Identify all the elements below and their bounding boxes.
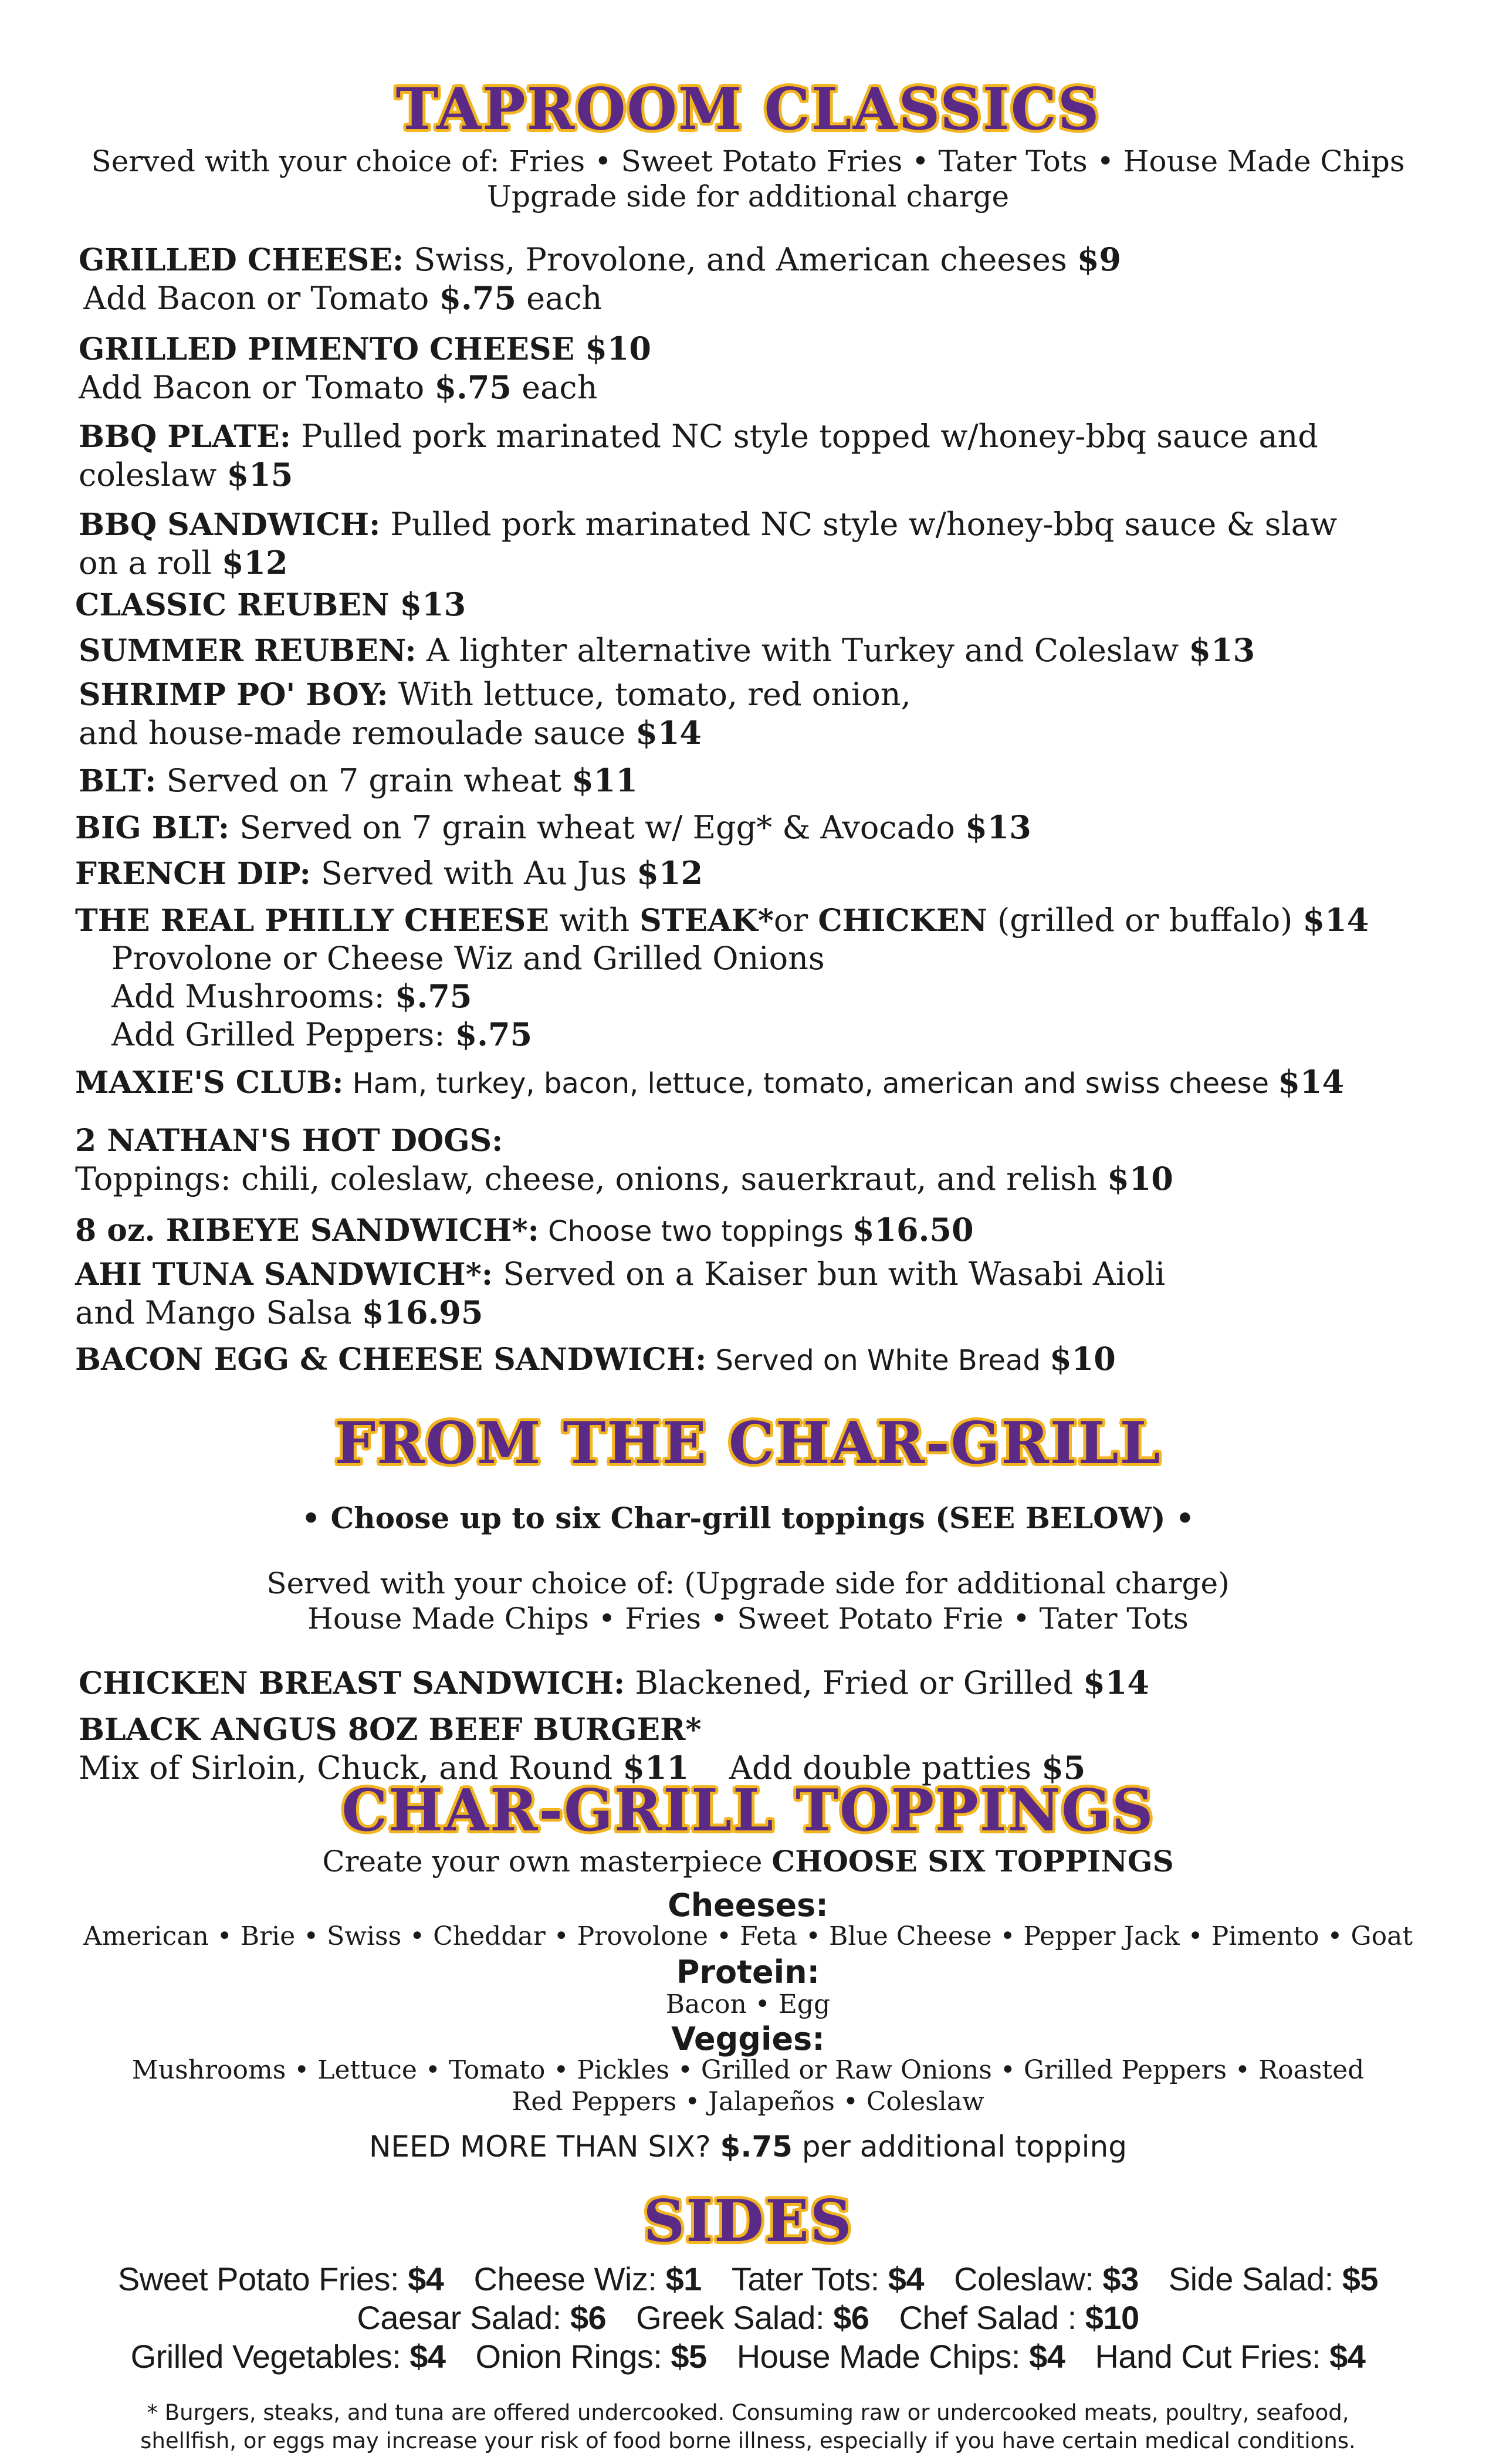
item-name: FRENCH DIP: <box>75 856 311 892</box>
item-addon-price: $5 <box>1041 1749 1086 1786</box>
item-price: $13 <box>400 585 466 623</box>
side-item: Side Salad: $5 <box>1168 2260 1379 2297</box>
section-title-toppings: CHAR-GRILL TOPPINGS <box>341 1777 1155 1844</box>
menu-item-chicken-breast-sandwich <box>79 1664 1428 1703</box>
item-price: $10 <box>1050 1340 1116 1377</box>
item-price: $11 <box>622 1749 689 1786</box>
menu-item-maxies-club <box>75 1063 1424 1102</box>
item-price: $10 <box>1107 1160 1173 1197</box>
item-name: 8 oz. RIBEYE SANDWICH*: <box>75 1213 539 1248</box>
toppings-protein-list: Bacon • Egg <box>665 1989 831 2019</box>
menu-item-ahi-tuna-sandwich <box>75 1255 1424 1332</box>
toppings-veggies-list-2: Red Peppers • Jalapeños • Coleslaw <box>512 2087 984 2117</box>
menu-item-grilled-cheese <box>79 241 1428 317</box>
item-desc: Served with Au Jus <box>310 855 637 892</box>
item-price: $14 <box>1278 1063 1345 1101</box>
section-title-chargrill: FROM THE CHAR-GRILL <box>334 1410 1162 1477</box>
item-desc-cont: coleslaw <box>79 456 227 493</box>
side-item: Greek Salad: $6 <box>636 2299 869 2336</box>
item-price: $14 <box>635 714 702 752</box>
section-title-taproom: TAPROOM CLASSICS <box>395 76 1101 143</box>
item-desc: Served on 7 grain wheat w/ Egg* & Avocado <box>229 809 966 846</box>
item-desc: Served on a Kaiser bun with Wasabi Aioli <box>493 1255 1166 1292</box>
item-addon: Add double patties <box>689 1749 1042 1786</box>
item-desc: Served on White Bread <box>706 1344 1050 1377</box>
item-name: BBQ SANDWICH: <box>79 507 381 543</box>
item-name: GRILLED PIMENTO CHEESE <box>79 331 585 367</box>
menu-item-summer-reuben <box>79 631 1428 670</box>
item-addon-mushrooms: Add Mushrooms: $.75 <box>111 977 472 1015</box>
toppings-veggies-label: Veggies: <box>671 2020 825 2057</box>
menu-item-philly-cheese <box>75 901 1424 1054</box>
item-name: SHRIMP PO' BOY: <box>79 677 388 713</box>
item-desc-cont: on a roll <box>79 544 222 581</box>
side-item: Onion Rings: $5 <box>475 2338 707 2375</box>
item-addon-end: each <box>512 369 598 406</box>
toppings-veggies-list-1: Mushrooms • Lettuce • Tomato • Pickles • Grilled or Raw Onions • Grilled Peppers • Roasted <box>131 2055 1365 2085</box>
item-desc-or: or <box>773 902 818 939</box>
menu-item-bbq-plate <box>79 418 1428 494</box>
item-addon-end: each <box>516 280 603 317</box>
item-addon-price: $.75 <box>434 368 512 406</box>
item-name: SUMMER REUBEN: <box>79 633 417 669</box>
item-name: AHI TUNA SANDWICH*: <box>75 1257 493 1292</box>
item-name: BIG BLT: <box>75 810 230 846</box>
menu-item-nathans-hot-dogs <box>75 1122 1424 1198</box>
taproom-sides-line: Served with your choice of: Fries • Sweet Potato Fries • Tater Tots • House Made Chips <box>91 144 1405 178</box>
menu-item-black-angus-burger <box>79 1711 1428 1787</box>
item-price: $10 <box>585 330 651 367</box>
item-desc-cont: and Mango Salsa <box>75 1294 362 1331</box>
item-name: MAXIE'S CLUB: <box>75 1065 344 1101</box>
item-desc-cont: and house-made remoulade sauce <box>79 715 636 752</box>
side-item: House Made Chips: $4 <box>736 2338 1065 2375</box>
footnote-line-1: * Burgers, steaks, and tuna are offered undercooked. Consuming raw or undercooked meats, poultry, seafood, <box>147 2400 1349 2425</box>
sides-row-2 <box>0 2299 1496 2337</box>
menu-item-bbq-sandwich <box>79 506 1428 582</box>
item-option-chicken: CHICKEN <box>818 903 988 939</box>
item-price: $13 <box>1189 631 1255 669</box>
item-desc-grilled: (grilled or buffalo) <box>987 902 1303 939</box>
chargrill-sides-line2: House Made Chips • Fries • Sweet Potato Frie • Tater Tots <box>307 1602 1189 1636</box>
menu-item-ribeye-sandwich <box>75 1211 1424 1250</box>
item-addon: Add Bacon or Tomato <box>79 369 435 406</box>
item-price: $12 <box>637 854 703 892</box>
item-price: $11 <box>571 761 638 799</box>
item-desc: Mix of Sirloin, Chuck, and Round <box>79 1749 623 1786</box>
menu-item-bacon-egg-cheese <box>75 1340 1424 1379</box>
item-addon-peppers: Add Grilled Peppers: $.75 <box>111 1016 533 1053</box>
item-price: $16.95 <box>361 1294 483 1331</box>
item-name: BLACK ANGUS 8OZ BEEF BURGER* <box>79 1712 702 1748</box>
item-desc: with <box>549 902 640 939</box>
item-price: $15 <box>226 456 293 493</box>
side-item: Chef Salad : $10 <box>899 2299 1139 2336</box>
item-desc: Served on 7 grain wheat <box>156 762 572 799</box>
toppings-cheeses-label: Cheeses: <box>668 1887 828 1924</box>
item-price: $14 <box>1083 1664 1149 1701</box>
toppings-extra-note: NEED MORE THAN SIX? $.75 per additional topping <box>369 2130 1127 2164</box>
item-desc: With lettuce, tomato, red onion, <box>388 676 911 713</box>
side-item: Hand Cut Fries: $4 <box>1095 2338 1366 2375</box>
menu-item-shrimp-po-boy <box>79 676 1428 752</box>
item-desc: Swiss, Provolone, and American cheeses <box>404 241 1077 278</box>
side-item: Coleslaw: $3 <box>954 2260 1139 2297</box>
menu-item-big-blt <box>75 808 1424 847</box>
item-desc: Pulled pork marinated NC style w/honey-bbq sauce & slaw <box>380 506 1338 543</box>
item-desc: Pulled pork marinated NC style topped w/honey-bbq sauce and <box>291 418 1318 455</box>
item-name: CLASSIC REUBEN <box>75 587 400 623</box>
item-desc: Toppings: chili, coleslaw, cheese, onions, sauerkraut, and relish <box>75 1160 1108 1197</box>
chargrill-toppings-note: • Choose up to six Char-grill toppings (SEE BELOW) • <box>302 1501 1194 1535</box>
item-desc: A lighter alternative with Turkey and Coleslaw <box>416 632 1189 669</box>
item-price: $14 <box>1302 901 1369 939</box>
side-item: Tater Tots: $4 <box>731 2260 925 2297</box>
menu-item-blt <box>79 761 1428 800</box>
item-name: BLT: <box>79 763 157 799</box>
side-item: Sweet Potato Fries: $4 <box>117 2260 444 2297</box>
menu-item-grilled-pimento-cheese <box>79 330 1428 407</box>
item-price: $13 <box>965 808 1031 846</box>
side-item: Grilled Vegetables: $4 <box>130 2338 446 2375</box>
item-option-steak: STEAK* <box>639 903 774 939</box>
menu-item-french-dip <box>75 854 1424 893</box>
item-name: 2 NATHAN'S HOT DOGS: <box>75 1123 503 1159</box>
item-name: THE REAL PHILLY CHEESE <box>75 903 549 939</box>
chargrill-sides-line1: Served with your choice of: (Upgrade side for additional charge) <box>266 1566 1230 1600</box>
item-name: GRILLED CHEESE: <box>79 242 404 278</box>
side-item: Cheese Wiz: $1 <box>473 2260 702 2297</box>
toppings-protein-label: Protein: <box>676 1954 820 1991</box>
toppings-intro: Create your own masterpiece CHOOSE SIX TOPPINGS <box>322 1844 1174 1879</box>
taproom-upgrade-line: Upgrade side for additional charge <box>486 180 1010 214</box>
item-desc: Blackened, Fried or Grilled <box>625 1664 1084 1701</box>
item-price: $12 <box>221 544 288 581</box>
item-desc: Ham, turkey, bacon, lettuce, tomato, american and swiss cheese <box>343 1067 1278 1100</box>
item-name: CHICKEN BREAST SANDWICH: <box>79 1666 625 1701</box>
item-sub-line: Provolone or Cheese Wiz and Grilled Onions <box>111 940 825 977</box>
item-addon-price: $.75 <box>439 279 517 317</box>
sides-row-3 <box>0 2337 1496 2376</box>
item-price: $16.50 <box>852 1211 974 1248</box>
toppings-cheeses-list: American • Brie • Swiss • Cheddar • Provolone • Feta • Blue Cheese • Pepper Jack • Pimento • Goat <box>83 1921 1413 1951</box>
section-title-sides: SIDES <box>643 2188 853 2255</box>
item-name: BBQ PLATE: <box>79 419 291 455</box>
side-item: Caesar Salad: $6 <box>357 2299 607 2336</box>
footnote-line-2: shellfish, or eggs may increase your risk of food borne illness, especially if you have certain medical conditions. <box>140 2428 1356 2453</box>
item-name: BACON EGG & CHEESE SANDWICH: <box>75 1342 707 1377</box>
item-addon: Add Bacon or Tomato <box>83 280 439 317</box>
sides-row-1 <box>0 2260 1496 2299</box>
item-price: $9 <box>1077 241 1121 278</box>
menu-item-classic-reuben <box>75 585 1424 624</box>
item-desc: Choose two toppings <box>539 1215 852 1248</box>
